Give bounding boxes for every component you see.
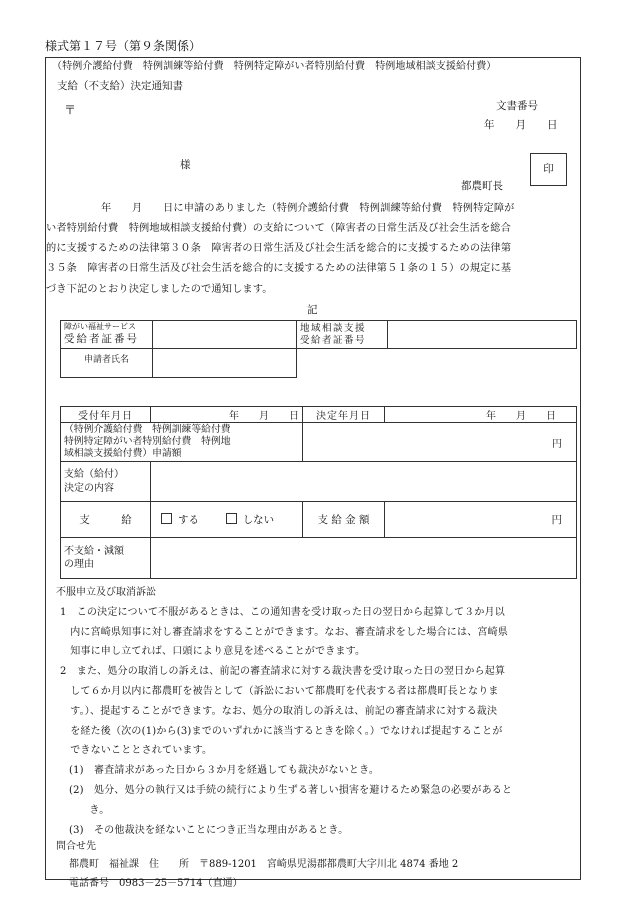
payment-label: 支 給 [61, 502, 151, 538]
seal-box: 印 [530, 153, 567, 186]
request-amount-label: （特例介護給付費 特例訓練等給付費 特例特定障がい者特別給付費 特例地 域相談支援給付費）申請額 [61, 423, 303, 462]
received-date-label: 受付年月日 [61, 407, 151, 423]
recipient-number-grid[interactable] [153, 321, 297, 349]
recipient-label-cell: 障がい福祉サービス 受給者証番号 [61, 321, 153, 349]
decision-table [60, 406, 577, 579]
postal-mark: 〒 [64, 103, 77, 117]
option-no[interactable]: しない [226, 514, 275, 526]
applicant-name-field[interactable] [153, 349, 297, 378]
option-yes[interactable]: する [161, 514, 199, 526]
benefit-types: （特例介護給付費 特例訓練等給付費 特例特定障がい者特別給付費 特例地域相談支援給付費） [52, 61, 497, 72]
received-date-field[interactable]: 年 月 日 [151, 407, 303, 423]
community-number-grid[interactable] [388, 321, 577, 349]
community-table [297, 320, 577, 349]
header-date: 年 月 日 [484, 119, 558, 131]
amount-field[interactable]: 円 [385, 502, 577, 538]
appeal-sub-2: (2) 処分、処分の執行又は手続の続行により生ずる著しい損害を避けるため緊急の必要があると [69, 785, 513, 796]
appeal-sub-1: (1) 審査請求があった日から３か月を経過しても裁決がないとき。 [69, 765, 380, 776]
appeal-line-7: を経た後（次の(1)から(3)までのいずれかに該当するときを除く。）でなければ提起することが [60, 726, 503, 737]
addressee-suffix: 様 [180, 159, 191, 171]
appeal-line-2: 内に宮崎県知事に対し審査請求をすることができます。なお、審査請求をした場合には、宮崎県 [60, 627, 508, 638]
reason-label: 不支給・減額 の理由 [61, 538, 151, 579]
intro-line-4: ３５条 障害者の日常生活及び社会生活を総合的に支援するための法律第５１条の１５）の規定に基 [46, 263, 512, 274]
appeal-sub-2-cont: き。 [69, 805, 110, 816]
community-label-cell: 地域相談支援 受給者証番号 [297, 321, 388, 349]
amount-label: 支 給 金 額 [303, 502, 385, 538]
decision-date-field[interactable]: 年 月 日 [385, 407, 577, 423]
reason-field[interactable] [151, 538, 577, 579]
intro-line-5: づき下記のとおり決定しましたので通知します。 [46, 284, 273, 295]
doc-number-label: 文書番号 [496, 100, 538, 112]
intro-line-3: 的に支援するための法律第３０条 障害者の日常生活及び社会生活を総合的に支援するための法律第 [46, 243, 512, 254]
appeal-line-5: して６か月以内に都農町を被告として（訴訟において都農町を代表する者は都農町長となりま [60, 686, 499, 697]
checkbox-yes[interactable] [161, 513, 172, 524]
intro-line-1: 年 月 日に申請のありました（特例介護給付費 特例訓練等給付費 特例特定障が [101, 203, 515, 214]
contact-phone: 電話番号 0983－25－5714（直通） [69, 878, 243, 889]
decision-date-label: 決定年月日 [303, 407, 385, 423]
appeal-line-4: 2 また、処分の取消しの訴えは、前記の審査請求に対する裁決書を受け取った日の翌日から起算 [60, 666, 506, 677]
ki-mark: 記 [307, 304, 318, 316]
issuer: 都農町長 [461, 180, 503, 192]
applicant-name-label: 申請者氏名 [61, 349, 153, 378]
decision-content-field[interactable] [151, 462, 577, 502]
appeal-heading: 不服申立及び取消訴訟 [56, 587, 156, 598]
recipient-table [60, 320, 297, 378]
contact-heading: 問合せ先 [56, 841, 96, 852]
request-amount-field[interactable]: 円 [303, 423, 577, 462]
payment-options [151, 502, 303, 538]
appeal-line-1: 1 この決定について不服があるときは、この通知書を受け取った日の翌日から起算して３か月以 [60, 607, 505, 618]
appeal-sub-3: (3) その他裁決を経ないことにつき正当な理由があるとき。 [69, 825, 349, 836]
intro-line-2: い者特別給付費 特例地域相談支援給付費）の支給について（障害者の日常生活及び社会生活を総合 [46, 223, 511, 234]
decision-content-label: 支給（給付） 決定の内容 [61, 462, 151, 502]
appeal-line-8: できないこととされています。 [60, 745, 213, 756]
appeal-line-3: 知事に申し立てれば、口頭により意見を述べることができます。 [60, 646, 366, 657]
form-number: 様式第１７号（第９条関係） [45, 39, 202, 53]
appeal-line-6: す。）、提起することができます。なお、処分の取消しの訴えは、前記の審査請求に対する裁決 [60, 706, 498, 717]
checkbox-no[interactable] [226, 513, 237, 524]
notice-title: 支給（不支給）決定通知書 [57, 80, 183, 92]
contact-address: 都農町 福祉課 住 所 〒889-1201 宮崎県児湯郡都農町大字川北 4874 番地 2 [69, 859, 459, 870]
